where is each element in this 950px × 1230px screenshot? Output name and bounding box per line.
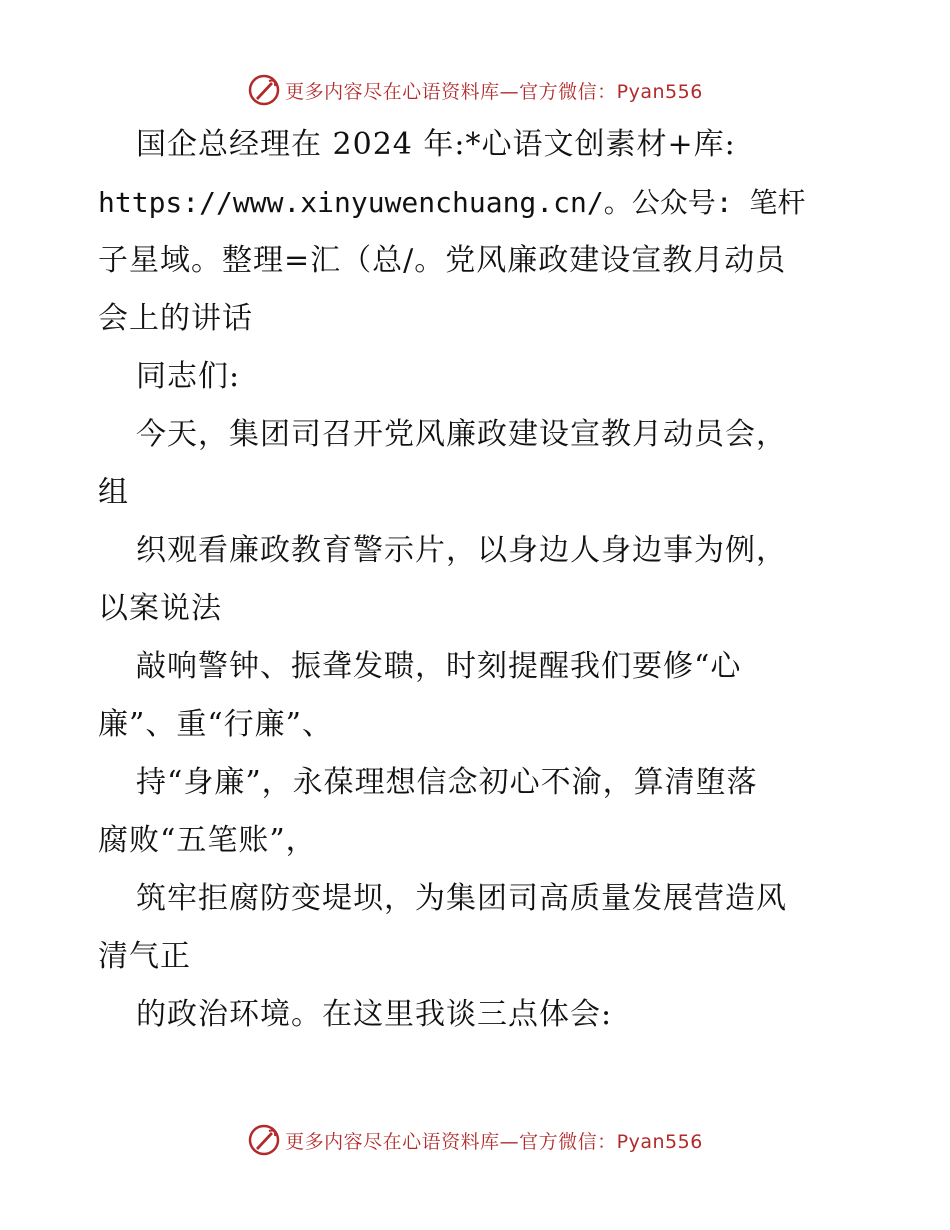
text-line: 会上的讲话	[98, 301, 253, 336]
watermark-text: 更多内容尽在心语资料库—官方微信：Pyan556	[285, 1130, 703, 1153]
text-line: 以案说法	[98, 591, 222, 626]
footer-watermark	[0, 1120, 950, 1160]
watermark-text: 更多内容尽在心语资料库—官方微信：Pyan556	[285, 80, 703, 103]
quill-logo-icon	[247, 1123, 281, 1157]
text-line: 今天，集团司召开党风廉政建设宣教月动员会，	[136, 417, 787, 452]
text-line: 腐败“五笔账”，	[98, 823, 317, 858]
quill-logo-icon	[247, 73, 281, 107]
url-text: https://www.xinyuwenchuang.cn/。公众号: 笔杆	[98, 186, 806, 219]
text-line: 廉”、重“行廉”、	[98, 707, 334, 742]
text-line	[98, 174, 858, 232]
text-line: 子星域。整理=汇（总/。党风廉政建设宣教月动员	[98, 243, 787, 278]
text-line: 织观看廉政教育警示片，以身边人身边事为例，	[136, 533, 787, 568]
text-line: 筑牢拒腐防变堤坝，为集团司高质量发展营造风	[136, 881, 787, 916]
text-line: 组	[98, 475, 129, 510]
text-line: 敲响警钟、振聋发聩，时刻提醒我们要修“心	[136, 649, 742, 684]
salutation: 同志们:	[136, 359, 241, 394]
text-line: 持“身廉”，永葆理想信念初心不渝，算清堕落	[136, 765, 758, 800]
text-line: 国企总经理在 2024 年:*心语文创素材+库:	[136, 127, 736, 162]
document-body	[98, 116, 858, 1044]
text-line: 清气正	[98, 939, 191, 974]
text-line: 的政治环境。在这里我谈三点体会:	[136, 997, 613, 1032]
header-watermark	[0, 70, 950, 110]
